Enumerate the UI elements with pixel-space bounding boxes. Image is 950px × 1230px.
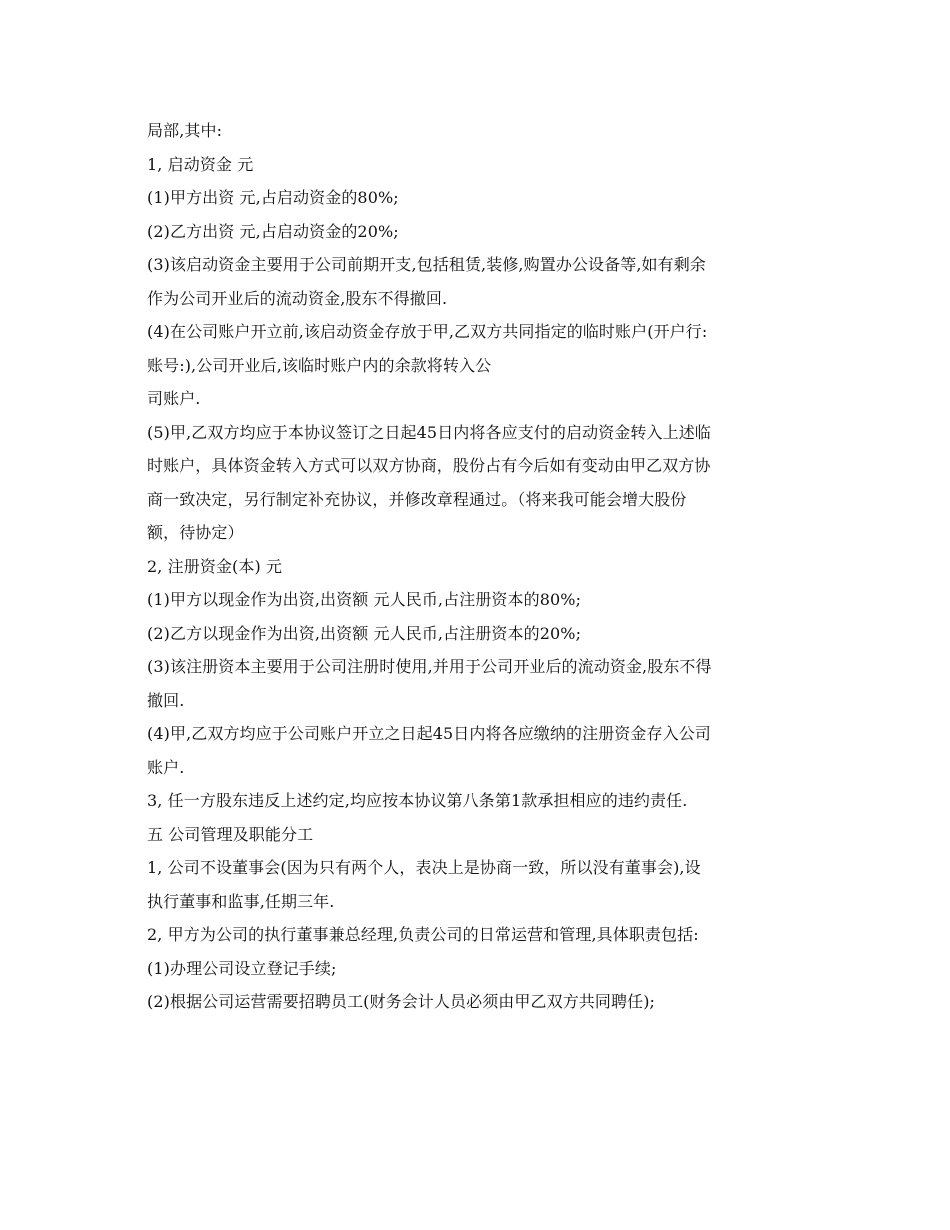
text-line: 司账户.	[147, 389, 201, 408]
document-body	[147, 114, 817, 1019]
text-line: (3)该启动资金主要用于公司前期开支,包括租赁,装修,购置办公设备等,如有剩余	[147, 255, 706, 274]
text-line: 1, 公司不设董事会(因为只有两个人，表决上是协商一致，所以没有董事会),设	[147, 858, 701, 877]
text-line: (4)甲,乙双方均应于公司账户开立之日起45日内将各应缴纳的注册资金存入公司	[147, 724, 711, 743]
chapter-heading: 五 公司管理及职能分工	[147, 824, 314, 844]
text-line: 商一致决定，另行制定补充协议，并修改章程通过。（将来我可能会增大股份	[147, 489, 687, 509]
section-heading: 1, 启动资金 元	[147, 154, 254, 174]
text-line: (5)甲,乙双方均应于本协议签订之日起45日内将各应支付的启动资金转入上述临	[147, 422, 711, 442]
text-line: 执行董事和监事,任期三年.	[147, 891, 335, 911]
text-line: (1)甲方出资 元,占启动资金的80%;	[147, 188, 399, 207]
text-line: (3)该注册资本主要用于公司注册时使用,并用于公司开业后的流动资金,股东不得	[147, 657, 712, 676]
text-line: 2, 甲方为公司的执行董事兼总经理,负责公司的日常运营和管理,具体职责包括:	[147, 925, 699, 944]
text-line: (1)甲方以现金作为出资,出资额 元人民币,占注册资本的80%;	[147, 590, 582, 609]
text-line: 额，待协定）	[147, 523, 244, 542]
text-line: 作为公司开业后的流动资金,股东不得撤回.	[147, 288, 448, 308]
text-line: 3, 任一方股东违反上述约定,均应按本协议第八条第1款承担相应的违约责任.	[147, 791, 688, 810]
text-line: 账户.	[147, 757, 185, 777]
text-line: (4)在公司账户开立前,该启动资金存放于甲,乙双方共同指定的临时账户(开户行:	[147, 322, 708, 341]
text-line: (2)乙方以现金作为出资,出资额 元人民币,占注册资本的20%;	[147, 623, 582, 643]
text-line: 撤回.	[147, 690, 185, 710]
text-line: (2)根据公司运营需要招聘员工(财务会计人员必须由甲乙双方共同聘任);	[147, 992, 656, 1011]
text-line: 局部,其中:	[147, 121, 223, 140]
text-line: (2)乙方出资 元,占启动资金的20%;	[147, 221, 399, 241]
text-line: 账号:),公司开业后,该临时账户内的余款将转入公	[147, 355, 492, 375]
text-line: (1)办理公司设立登记手续;	[147, 958, 337, 978]
section-heading: 2, 注册资金(本) 元	[147, 556, 283, 576]
text-line: 时账户，具体资金转入方式可以双方协商，股份占有今后如有变动由甲乙双方协	[147, 456, 711, 475]
